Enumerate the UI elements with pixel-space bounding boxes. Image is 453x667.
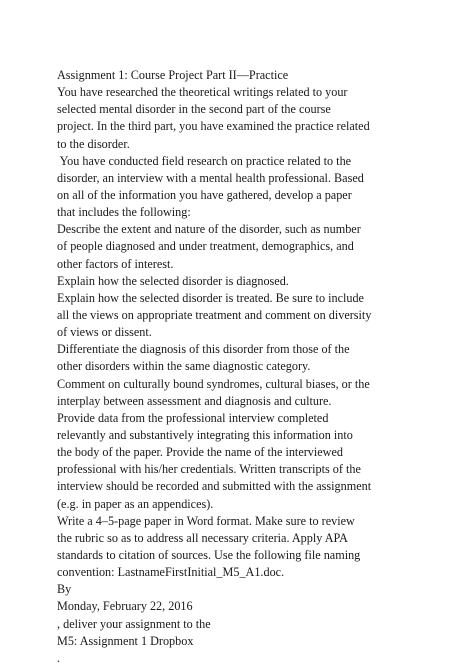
document-body <box>57 67 447 667</box>
text-line: standards to citation of sources. Use the following file naming <box>57 547 361 562</box>
text-line: Describe the extent and nature of the disorder, such as number <box>57 222 361 237</box>
text-line: all the views on appropriate treatment and comment on diversity <box>57 307 372 322</box>
text-line: Comment on culturally bound syndromes, cultural biases, or the <box>57 376 370 391</box>
text-line: to the disorder. <box>57 136 130 151</box>
due-date: Monday, February 22, 2016 <box>57 599 193 614</box>
text-line: disorder, an interview with a mental health professional. Based <box>57 170 364 185</box>
text-line: , deliver your assignment to the <box>57 616 211 631</box>
text-line: project. In the third part, you have examined the practice related <box>57 119 370 134</box>
text-line: You have researched the theoretical writings related to your <box>57 85 348 100</box>
text-line: other factors of interest. <box>57 256 174 271</box>
text-line: . <box>57 650 61 665</box>
text-line: of views or dissent. <box>57 325 152 340</box>
text-line: interview should be recorded and submitted with the assignment <box>57 479 372 494</box>
dropbox-name: M5: Assignment 1 Dropbox <box>57 633 194 648</box>
text-line: Write a 4–5-page paper in Word format. Make sure to review <box>57 513 355 528</box>
text-line: the rubric so as to address all necessary criteria. Apply APA <box>57 530 348 545</box>
text-line: professional with his/her credentials. Written transcripts of the <box>57 462 361 477</box>
text-line: the body of the paper. Provide the name of the interviewed <box>57 445 343 460</box>
document-title: Assignment 1: Course Project Part II—Practice <box>57 68 289 82</box>
text-line: relevantly and substantively integrating this information into <box>57 427 353 442</box>
text-line: You have conducted field research on practice related to the <box>57 153 352 168</box>
text-line: convention: LastnameFirstInitial_M5_A1.doc. <box>57 565 285 580</box>
text-line: of people diagnosed and under treatment, demographics, and <box>57 239 354 254</box>
text-line: Differentiate the diagnosis of this disorder from those of the <box>57 342 350 357</box>
text-line: Provide data from the professional interview completed <box>57 410 329 425</box>
text-line: selected mental disorder in the second part of the course <box>57 102 331 117</box>
text-line: By <box>57 582 72 597</box>
text-line: (e.g. in paper as an appendices). <box>57 496 214 511</box>
text-line: that includes the following: <box>57 205 191 220</box>
text-line: interplay between assessment and diagnosis and culture. <box>57 393 332 408</box>
text-line: on all of the information you have gathered, develop a paper <box>57 187 352 202</box>
text-line: Explain how the selected disorder is treated. Be sure to include <box>57 290 364 305</box>
text-line: Explain how the selected disorder is diagnosed. <box>57 273 289 288</box>
text-line: other disorders within the same diagnostic category. <box>57 359 311 374</box>
